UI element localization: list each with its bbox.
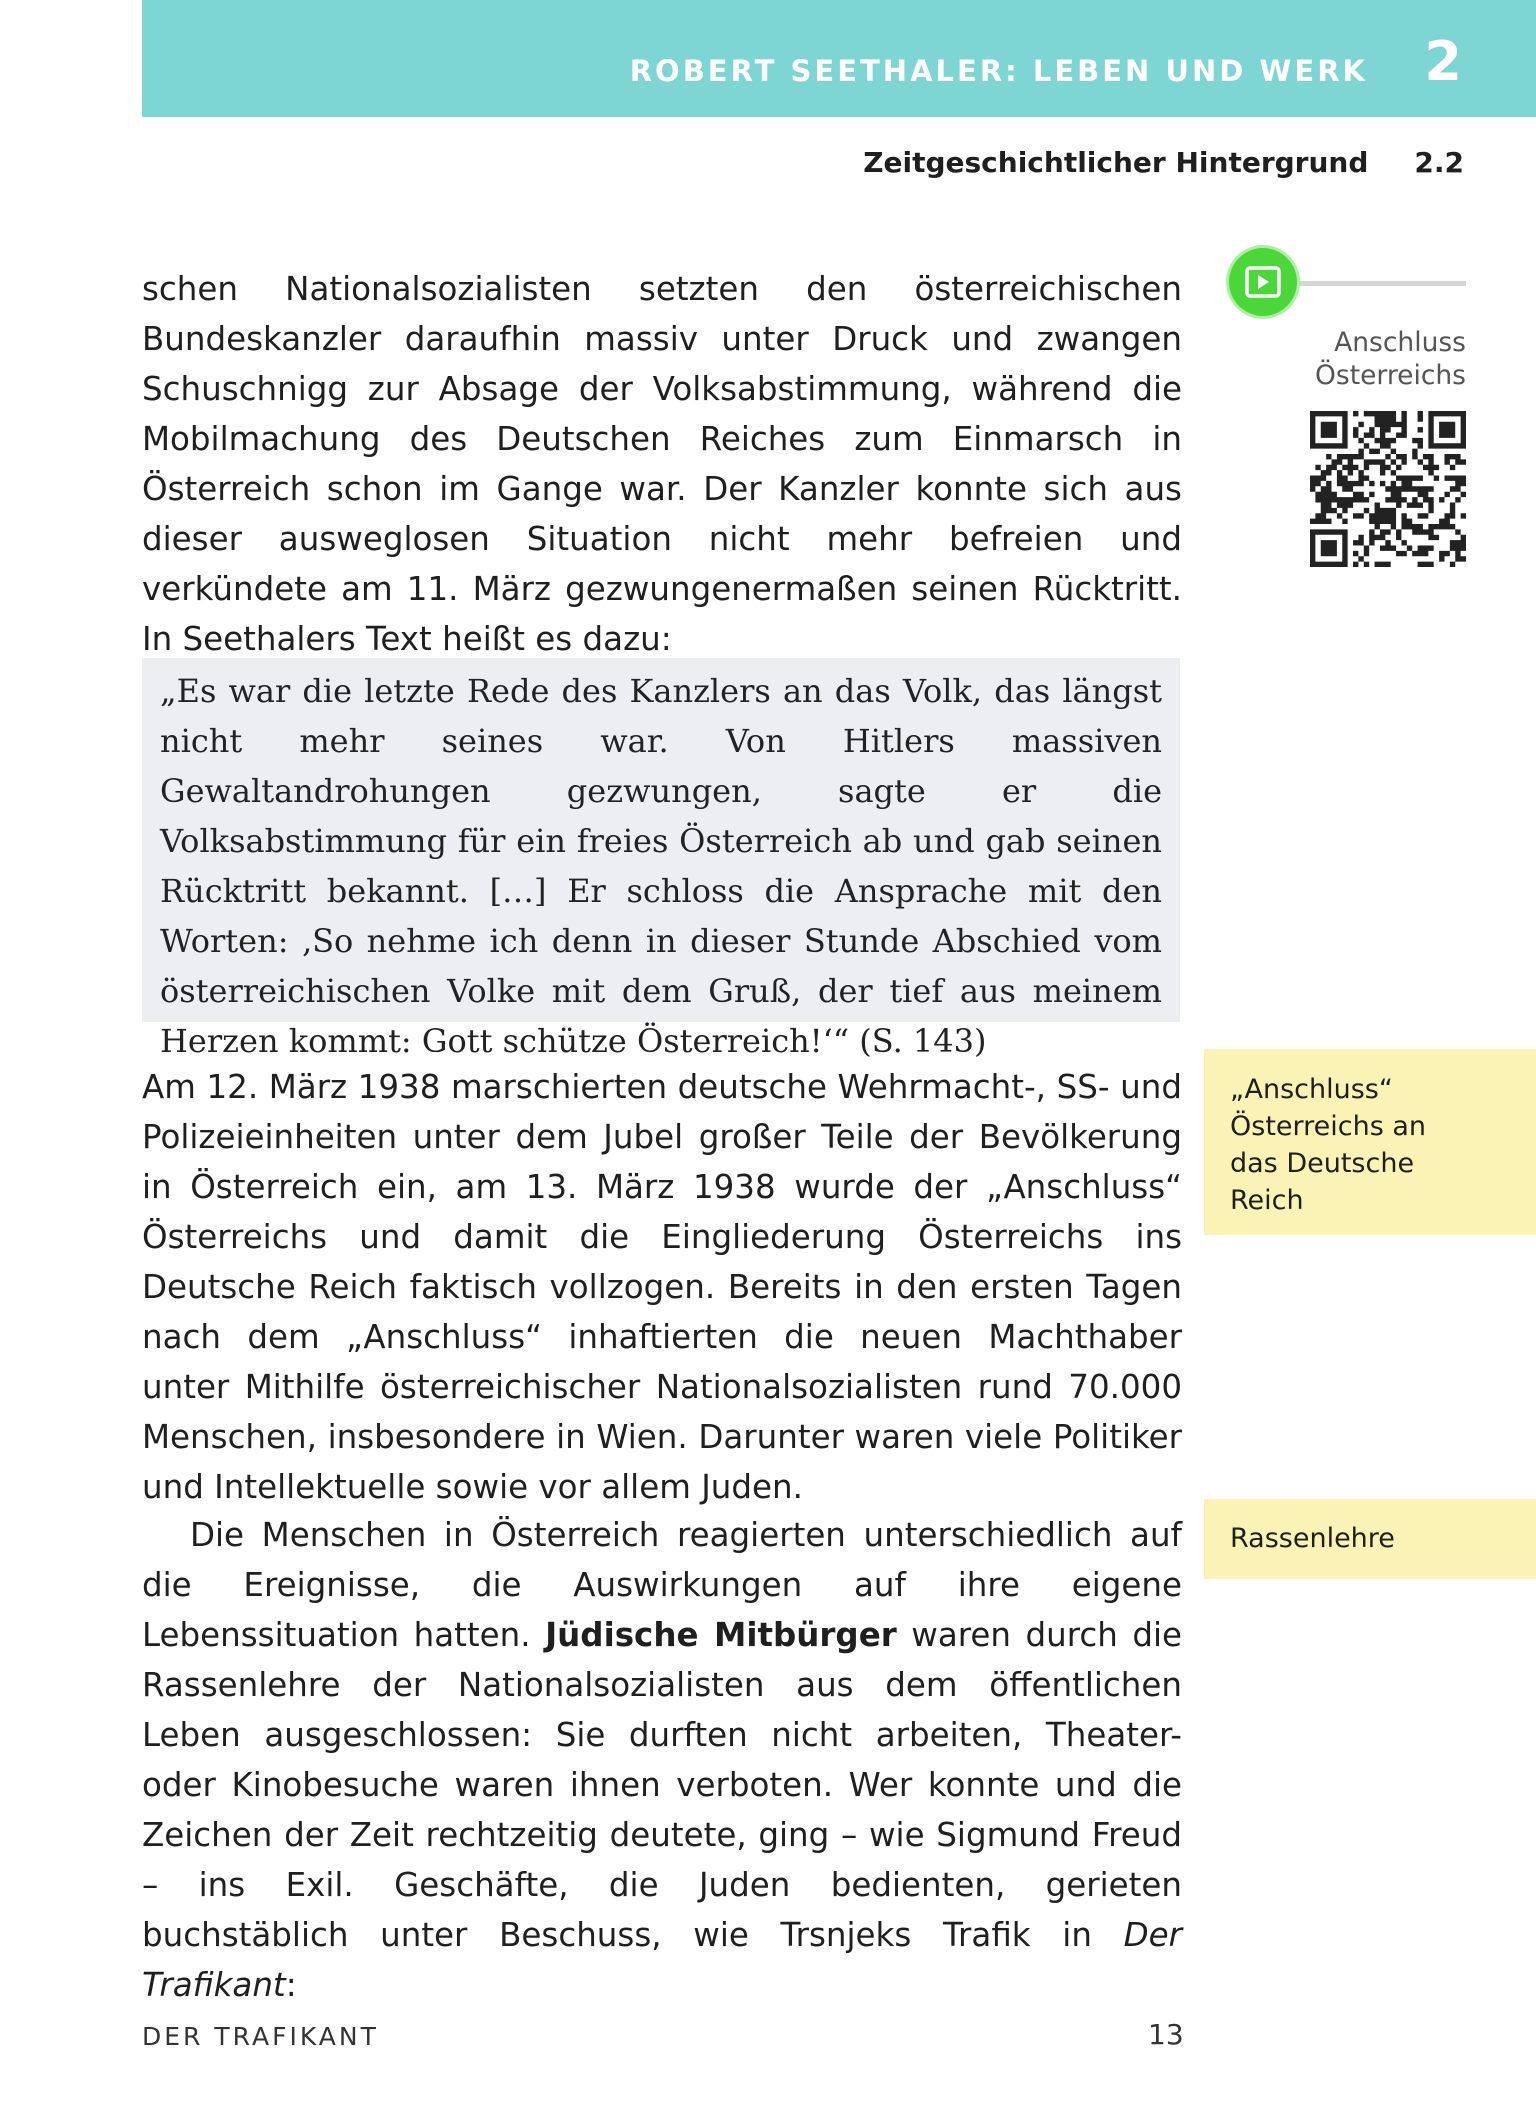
section-heading — [863, 146, 1464, 179]
paragraph-1: schen Nationalsozialisten setzten den österreichischen Bundeskanzler daraufhin massiv unter Druck und zwangen Schuschnigg zur Absage der Volksabstimmung, während die Mobilmachung des Deutschen Reiches zum Einmarsch in Österreich schon im Gange war. Der Kanzler konnte sich aus dieser ausweglosen Situation nicht mehr befreien und verkündete am 11. März gezwungenermaßen seinen Rücktritt. In Seethalers Text heißt es dazu: — [142, 270, 1182, 658]
section-title: Zeitgeschichtlicher Hintergrund — [863, 146, 1369, 179]
page-number: 13 — [1148, 2018, 1184, 2051]
chapter-number: 2 — [1424, 30, 1462, 93]
paragraph-3-part-3: : — [285, 1966, 297, 2004]
section-number: 2.2 — [1414, 146, 1464, 179]
margin-note-1-line-4: Reich — [1230, 1185, 1304, 1216]
play-icon — [1245, 266, 1281, 298]
media-divider — [1268, 281, 1466, 286]
paragraph-3 — [142, 1510, 1182, 2010]
paragraph-3-bold-term: Jüdische Mitbürger — [545, 1616, 897, 1654]
qr-modules — [1310, 411, 1466, 567]
paragraph-2: Am 12. März 1938 marschierten deutsche Wehrmacht-, SS- und Polizeieinheiten unter dem Jubel großer Teile der Bevölkerung in Österreich ein, am 13. März 1938 wurde der „Anschluss“ Österreichs und damit die Eingliederung Österreichs ins Deutsche Reich faktisch vollzogen. Bereits in den ersten Tagen nach dem „Anschluss“ inhaftierten die neuen Machthaber unter Mithilfe österreichischer Nationalsozialisten rund 70.000 Menschen, insbesondere in Wien. Darunter waren viele Politiker und Intellektuelle sowie vor allem Juden. — [142, 1068, 1182, 1506]
video-label-line-1: Anschluss — [1334, 327, 1466, 358]
margin-note-1-line-3: das Deutsche — [1230, 1148, 1415, 1179]
quote-text: „Es war die letzte Rede des Kanzlers an das Volk, das längst nicht mehr seines war. Von Hitlers massiven Gewaltandrohungen gezwungen, sagte er die Volksabstimmung für ein freies Österreich ab und gab seinen Rücktritt bekannt. […] Er schloss die Ansprache mit den Worten: ‚So nehme ich denn in dieser Stunde Abschied vom österreichischen Volke mit dem Gruß, der tief aus meinem Herzen kommt: Gott schütze Österreich!‘“ (S. 143) — [160, 672, 1162, 1060]
chapter-header-band — [142, 0, 1536, 117]
footer-book-title: DER TRAFIKANT — [142, 2022, 379, 2051]
margin-note-rassenlehre — [1204, 1499, 1536, 1579]
paragraph-3-book-title: Der Trafikant — [142, 1916, 1182, 2004]
margin-note-1-line-1: „Anschluss“ — [1230, 1074, 1393, 1105]
margin-note-2-text: Rassenlehre — [1230, 1523, 1395, 1554]
video-play-button[interactable] — [1229, 248, 1297, 316]
paragraph-3-part-1: Die Menschen in Österreich reagierten unterschiedlich auf die Ereignisse, die Auswirkungen auf ihre eigene Lebenssituation hatten. — [142, 1516, 1182, 1654]
margin-note-anschluss — [1204, 1049, 1536, 1235]
margin-note-1-line-2: Österreichs an — [1230, 1111, 1427, 1142]
paragraph-3-part-2: waren durch die Rassenlehre der Nationalsozialisten aus dem öffentlichen Leben ausgeschlossen: Sie durften nicht arbeiten, Theater- oder Kinobesuche waren ihnen verboten. Wer konnte und die Zeichen der Zeit rechtzeitig deutete, ging – wie Sigmund Freud – ins Exil. Geschäfte, die Juden bedienten, gerieten buchstäblich unter Beschuss, wie Trsnjeks Trafik in — [142, 1616, 1182, 1954]
video-label-line-2: Österreichs — [1315, 360, 1466, 391]
chapter-title: ROBERT SEETHALER: LEBEN UND WERK — [629, 54, 1368, 88]
video-label[interactable] — [1246, 326, 1466, 392]
qr-code-icon[interactable] — [1310, 411, 1466, 567]
